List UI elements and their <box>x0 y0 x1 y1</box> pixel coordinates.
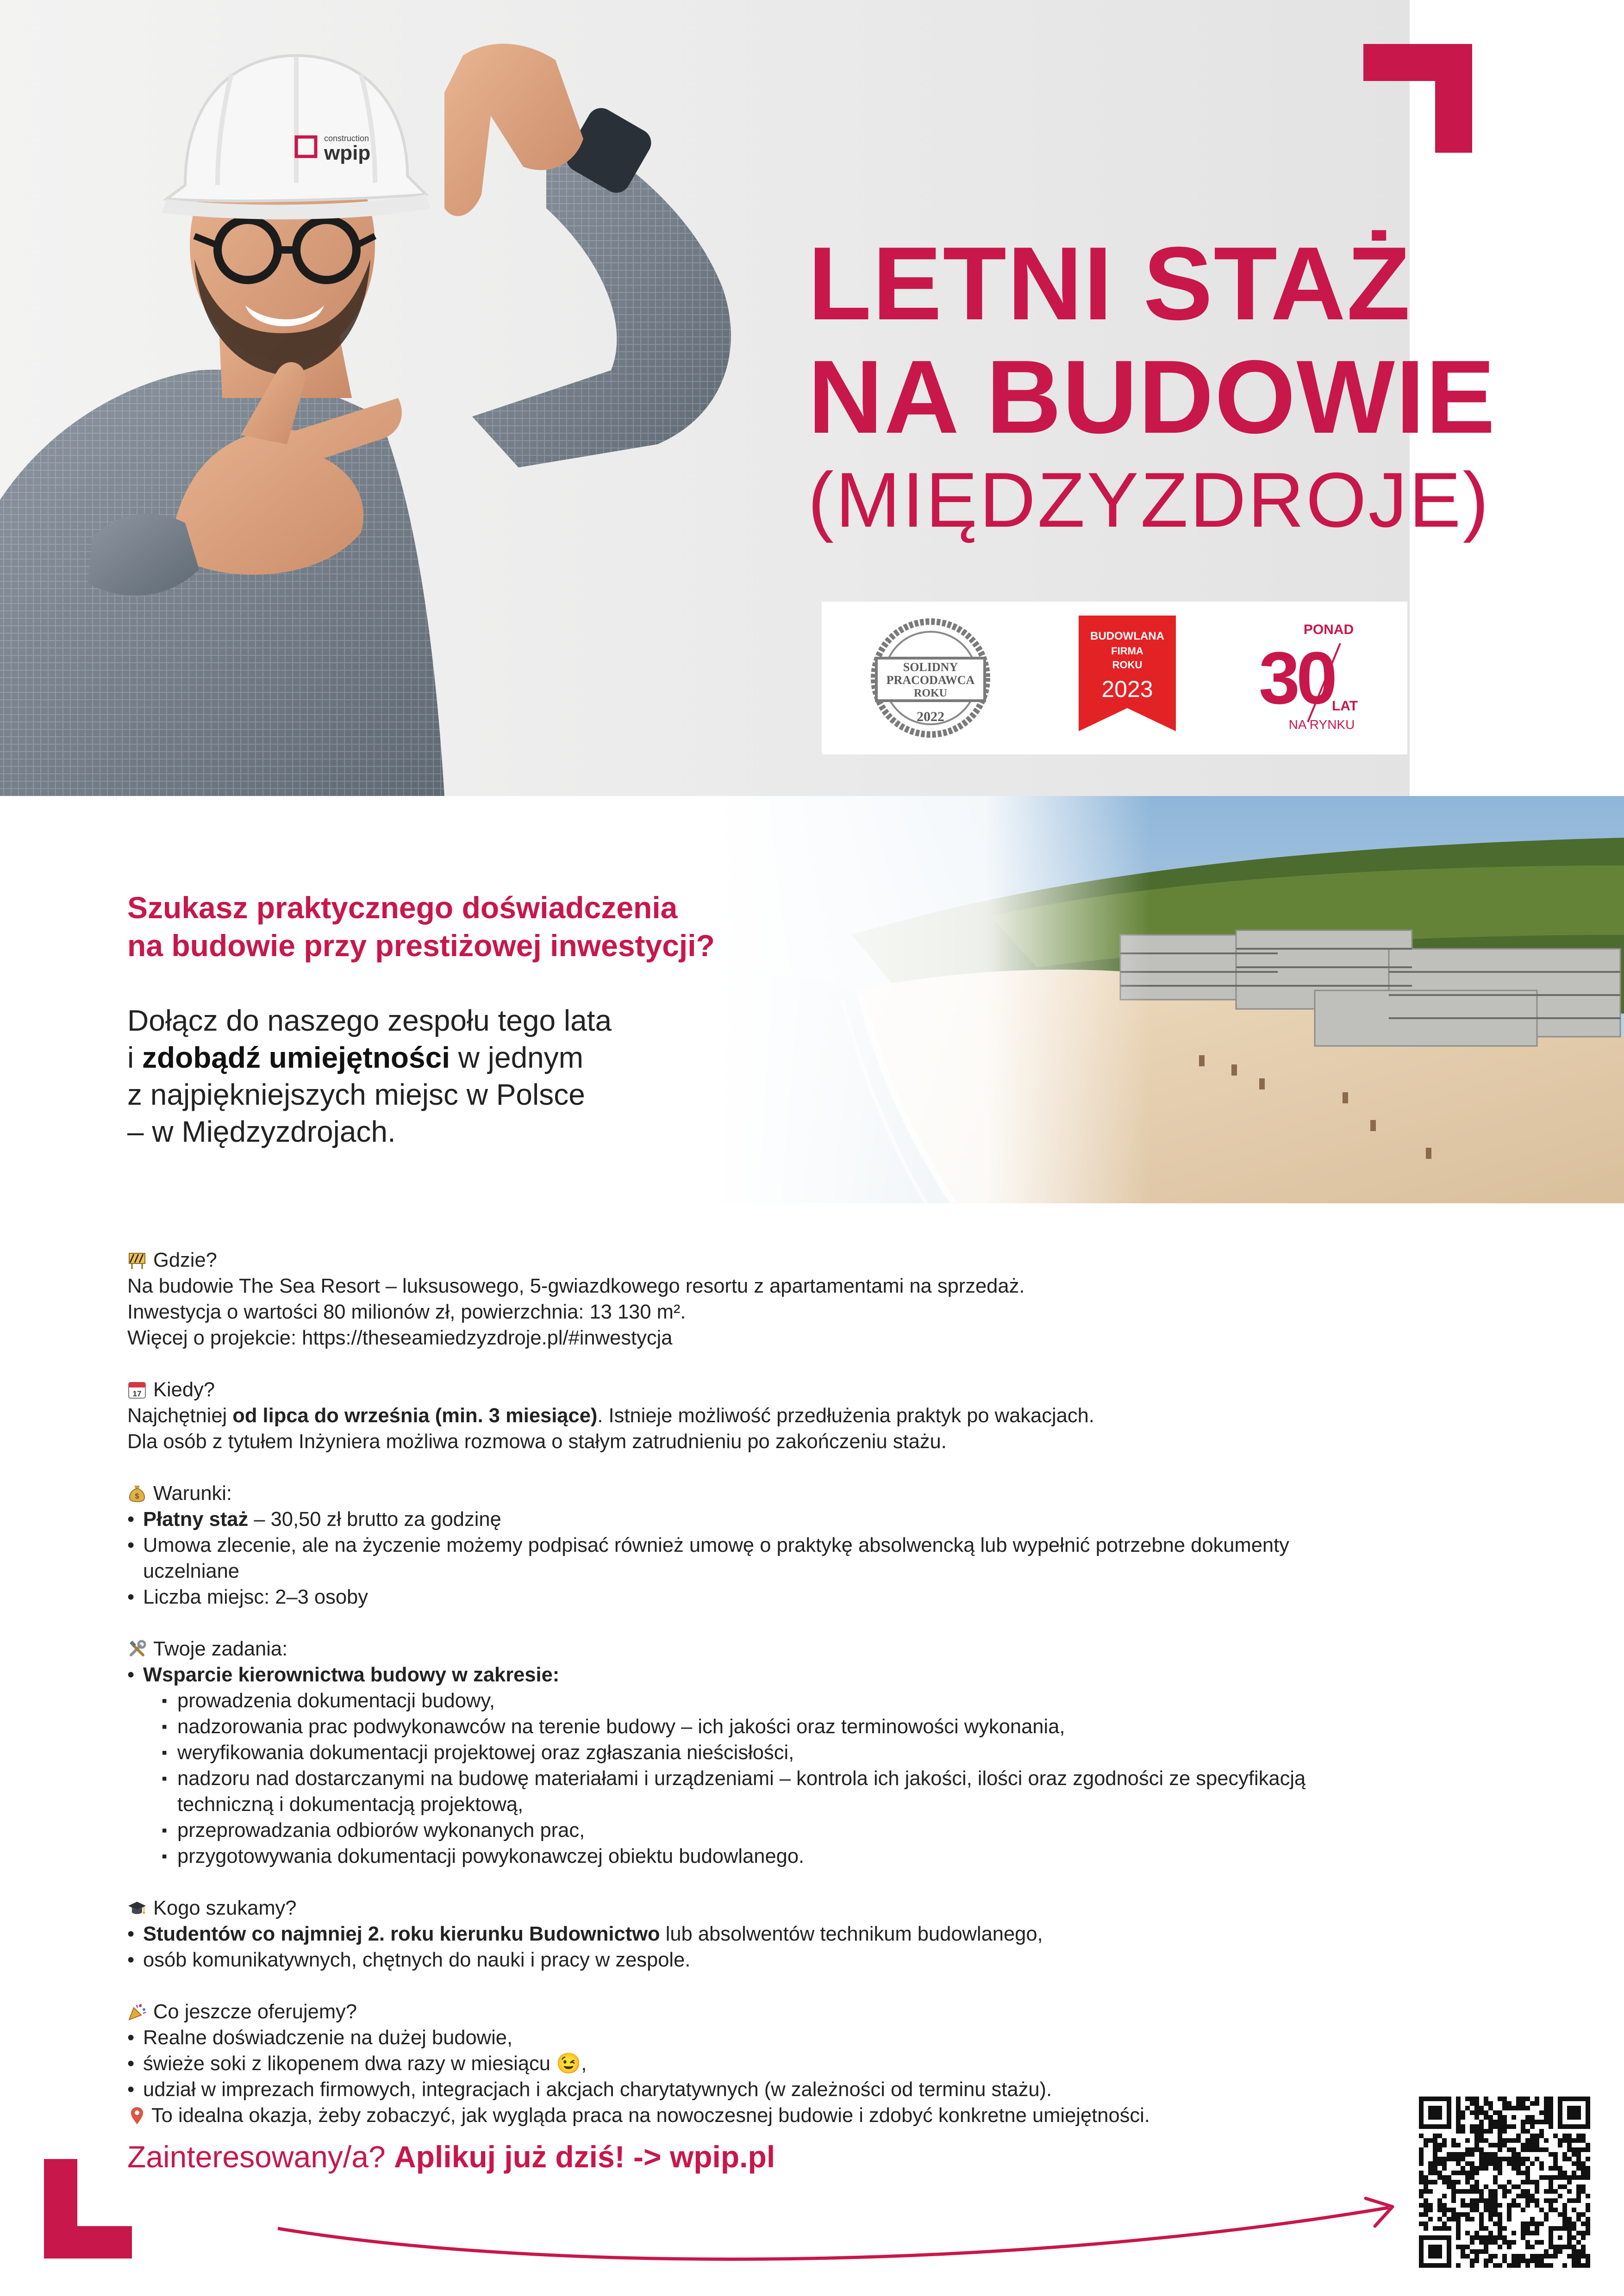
list-item: • świeże soki z likopenem dwa razy w miesiącu 😉, <box>127 2051 1507 2077</box>
offer-note <box>127 2103 1507 2128</box>
who-list <box>127 1921 1507 1973</box>
svg-text:construction: construction <box>324 134 369 143</box>
when-line-2: Dla osób z tytułem Inżyniera możliwa rozmowa o stałym zatrudnieniu po zakończeniu stażu. <box>127 1431 947 1453</box>
conditions-list <box>127 1506 1507 1610</box>
who-item-1-rest: lub absolwentów technikum budowlanego, <box>660 1923 1043 1945</box>
corner-bracket-bottom-left <box>44 2159 132 2259</box>
section-conditions-title: Warunki: <box>153 1482 232 1505</box>
hero-man-illustration <box>0 0 824 796</box>
when-line-1-post: . Istnieje możliwość przedłużenia praktyk po wakacjach. <box>597 1405 1094 1427</box>
resort-aerial-photo <box>713 796 1624 1203</box>
title-line-2: NA BUDOWIE <box>808 338 1496 455</box>
conditions-item-2-line-1: • Umowa zlecenie, ale na życzenie możemy podpisać również umowę o praktykę absolwencką lub wypełnić potrzebne dokumenty <box>143 1534 1289 1556</box>
page-subtitle: (MIĘDZYZDROJE) <box>808 456 1491 543</box>
section-conditions-heading <box>127 1481 1507 1506</box>
section-when-title: Kiedy? <box>153 1379 215 1401</box>
svg-text:LAT: LAT <box>1331 698 1358 714</box>
svg-text:17: 17 <box>132 1389 142 1398</box>
page-title <box>808 227 1502 454</box>
intro-question <box>127 889 822 964</box>
intro-text <box>127 1002 775 1150</box>
list-item: ▪ weryfikowania dokumentacji projektowej oraz zgłaszania nieścisłości, <box>162 1740 1507 1766</box>
tasks-main-bold: Wsparcie kierownictwa budowy w zakresie: <box>143 1664 560 1686</box>
tasks-main-label <box>143 1662 1507 1688</box>
list-item <box>162 1766 1507 1817</box>
ponad-30-lat-badge <box>1252 616 1368 740</box>
intro-line-2-post: w jednym <box>450 1041 584 1074</box>
tasks-sublist <box>143 1688 1507 1869</box>
pin-icon <box>127 2106 147 2125</box>
section-tasks-title: Twoje zadania: <box>153 1638 288 1660</box>
list-item: • Liczba miejsc: 2–3 osoby <box>127 1584 1507 1610</box>
svg-text:2022: 2022 <box>917 709 944 724</box>
section-who-heading <box>127 1895 1507 1921</box>
svg-text:$: $ <box>135 1493 139 1500</box>
cta-link[interactable]: Aplikuj już dziś! -> wpip.pl <box>394 2140 775 2174</box>
calendar-icon <box>127 1380 147 1400</box>
graduation-cap-icon <box>127 1898 147 1918</box>
where-line-2: Inwestycja o wartości 80 milionów zł, powierzchnia: 13 130 m². <box>127 1301 686 1323</box>
svg-text:2023: 2023 <box>1101 676 1153 702</box>
intro-line-3: z najpiękniejszych miejsc w Polsce <box>127 1078 585 1111</box>
intro-line-4: – w Międzyzdrojach. <box>127 1115 396 1148</box>
section-who <box>127 1895 1507 1973</box>
section-tasks-heading <box>127 1636 1507 1662</box>
tasks-list <box>127 1662 1507 1869</box>
intro-line-1: Dołącz do naszego zespołu tego lata <box>127 1004 612 1037</box>
list-item: ▪ nadzorowania prac podwykonawców na terenie budowy – ich jakości oraz terminowości wykonania, <box>162 1714 1507 1740</box>
section-where-title: Gdzie? <box>153 1249 217 1271</box>
construction-sign-icon <box>127 1251 147 1270</box>
section-where <box>127 1247 1507 1351</box>
conditions-item-2-line-2: uczelniane <box>143 1560 239 1582</box>
corner-bracket-top-right <box>1363 44 1472 153</box>
qr-code-icon[interactable] <box>1419 2097 1590 2268</box>
svg-text:SOLIDNY: SOLIDNY <box>903 660 958 674</box>
svg-text:30: 30 <box>1259 636 1334 719</box>
party-popper-icon <box>127 2002 147 2022</box>
svg-text:NA RYNKU: NA RYNKU <box>1288 717 1355 732</box>
offer-details <box>127 1247 1507 2154</box>
title-line-1: LETNI STAŻ <box>808 225 1412 342</box>
list-item: • udział w imprezach firmowych, integracjach i akcjach charytatywnych (w zależności od terminu stażu). <box>127 2077 1507 2103</box>
svg-text:FIRMA: FIRMA <box>1111 645 1143 657</box>
tasks-sub4-line-2: techniczną i dokumentacją projektową, <box>177 1793 524 1816</box>
svg-text:BUDOWLANA: BUDOWLANA <box>1090 630 1164 642</box>
budowlana-firma-roku-badge <box>1079 616 1176 740</box>
awards-strip <box>822 602 1407 754</box>
intro-line-2-pre: i <box>127 1041 142 1074</box>
conditions-item-1-bold: Płatny staż <box>143 1508 249 1531</box>
list-item <box>127 1662 1507 1869</box>
section-offer-title: Co jeszcze oferujemy? <box>153 2001 357 2023</box>
intro-question-line-2: na budowie przy prestiżowej inwestycji? <box>127 928 715 963</box>
svg-text:ROKU: ROKU <box>1112 659 1143 671</box>
list-item: ▪ prowadzenia dokumentacji budowy, <box>162 1688 1507 1714</box>
section-when-heading <box>127 1377 1507 1403</box>
who-item-1-bold: Studentów co najmniej 2. roku kierunku Budownictwo <box>143 1923 660 1945</box>
solidny-pracodawca-badge <box>868 616 993 740</box>
intro-line-2 <box>127 1039 775 1076</box>
offer-note-text: To idealna okazja, żeby zobaczyć, jak wygląda praca na nowoczesnej budowie i zdobyć konkretne umiejętności. <box>151 2104 1150 2127</box>
where-line-3: Więcej o projekcie: https://theseamiedzyzdroje.pl/#inwestycja <box>127 1327 673 1349</box>
section-where-heading <box>127 1247 1507 1273</box>
section-offer <box>127 1999 1507 2128</box>
list-item: • Realne doświadczenie na dużej budowie, <box>127 2025 1507 2051</box>
list-item: ▪ przygotowywania dokumentacji powykonawczej obiektu budowlanego. <box>162 1843 1507 1869</box>
intro-question-line-1: Szukasz praktycznego doświadczenia <box>127 890 678 925</box>
intro-line-2-bold: zdobądź umiejętności <box>142 1041 450 1074</box>
conditions-item-1-rest: – 30,50 zł brutto za godzinę <box>248 1508 501 1531</box>
section-when <box>127 1377 1507 1455</box>
money-bag-icon <box>127 1484 147 1503</box>
list-item: ▪ przeprowadzania odbiorów wykonanych prac, <box>162 1817 1507 1843</box>
tasks-sub4-line-1: ▪ nadzoru nad dostarczanymi na budowę materiałami i urządzeniami – kontrola ich jakości, ilości oraz zgodności ze specyfikacją <box>177 1767 1306 1790</box>
when-line-1 <box>127 1403 1507 1429</box>
list-item <box>127 1506 1507 1532</box>
list-item <box>127 1921 1507 1947</box>
tools-icon <box>127 1639 147 1659</box>
section-tasks <box>127 1636 1507 1869</box>
section-who-title: Kogo szukamy? <box>153 1897 297 1919</box>
where-line-1: Na budowie The Sea Resort – luksusowego, 5-gwiazdkowego resortu z apartamentami na sprzedaż. <box>127 1275 1025 1297</box>
list-item <box>127 1532 1507 1584</box>
when-line-1-bold: od lipca do września (min. 3 miesiące) <box>232 1405 598 1427</box>
svg-text:PONAD: PONAD <box>1303 622 1354 637</box>
list-item: • osób komunikatywnych, chętnych do nauki i pracy w zespole. <box>127 1947 1507 1973</box>
svg-text:ROKU: ROKU <box>914 687 947 699</box>
svg-text:wpip: wpip <box>324 142 371 164</box>
when-line-1-pre: Najchętniej <box>127 1405 233 1427</box>
section-offer-heading <box>127 1999 1507 2025</box>
cta-lead: Zainteresowany/a? <box>127 2140 394 2174</box>
svg-text:PRACODAWCA: PRACODAWCA <box>886 673 975 687</box>
section-conditions <box>127 1481 1507 1610</box>
call-to-action[interactable] <box>127 2138 775 2175</box>
offer-list <box>127 2025 1507 2103</box>
